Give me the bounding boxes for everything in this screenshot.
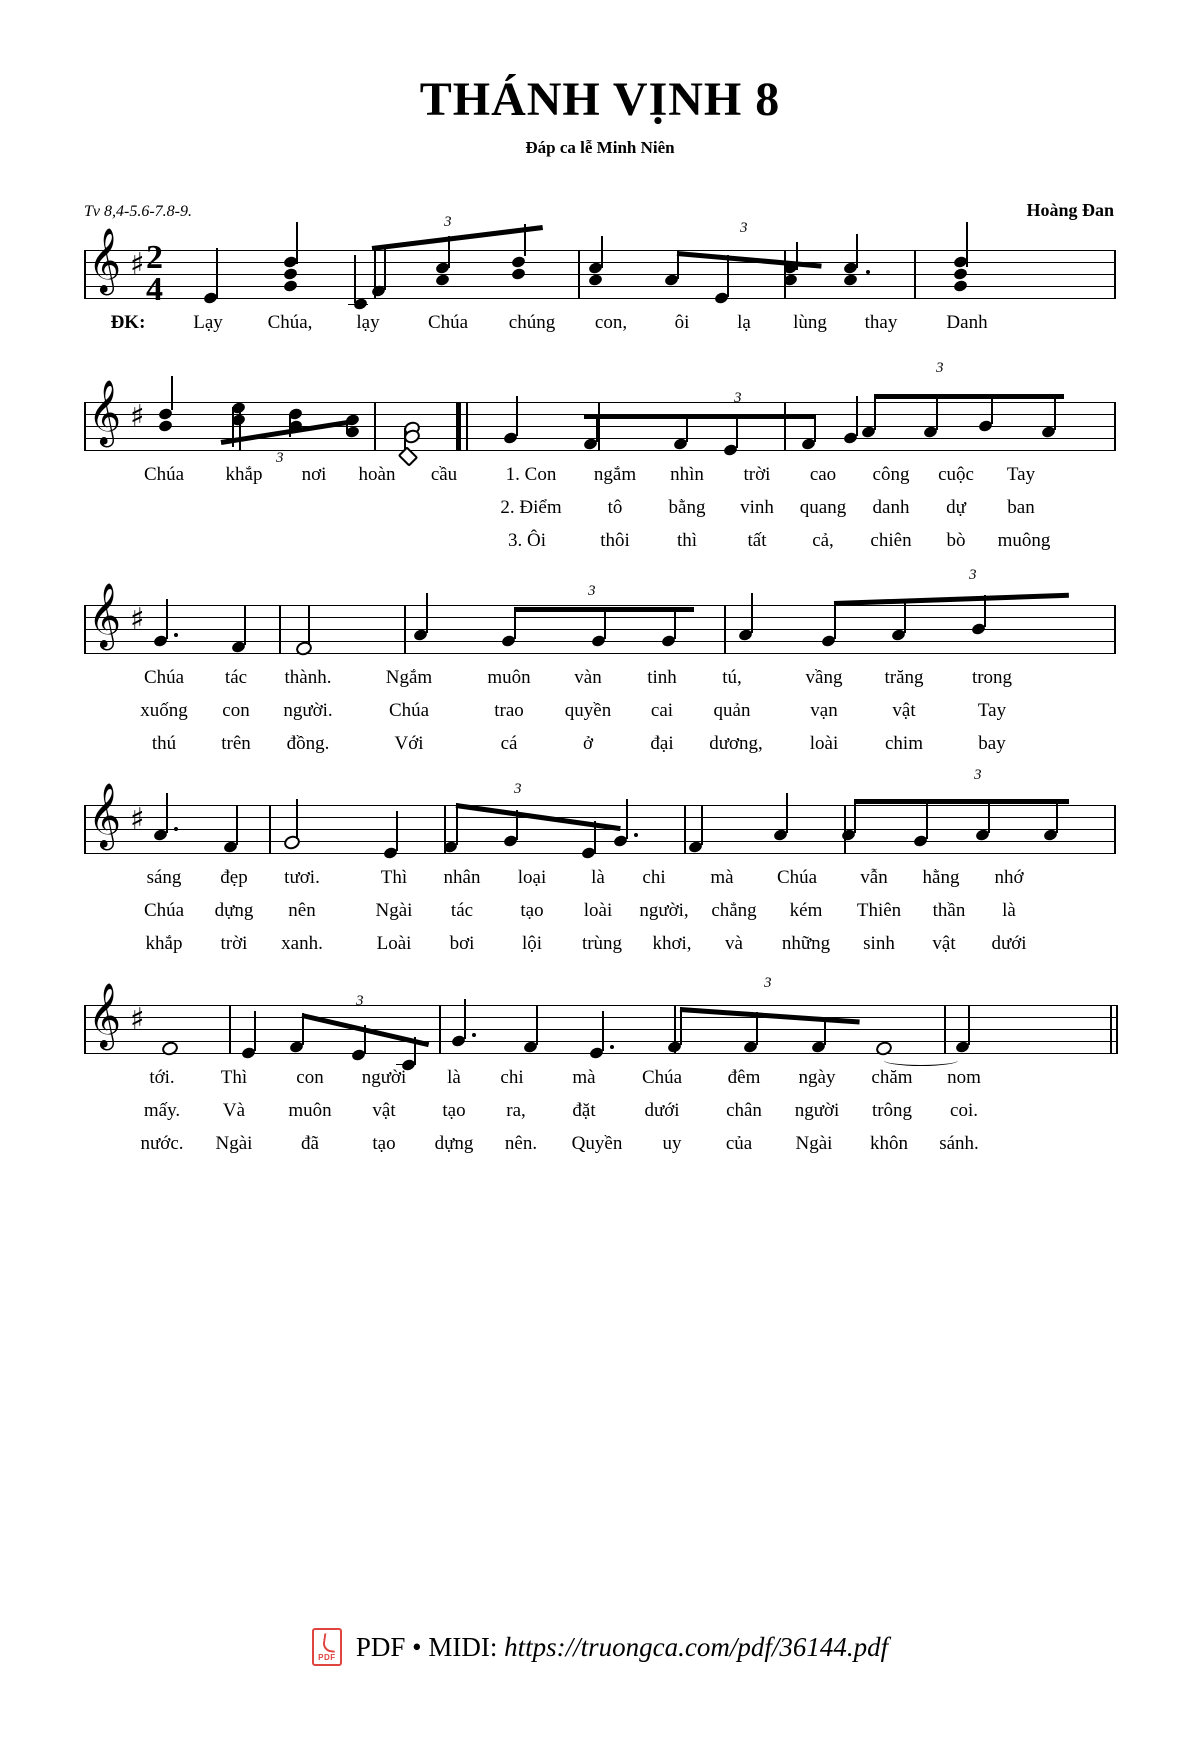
- staff-lines: [84, 805, 1116, 853]
- lyric-word: chăm: [871, 1067, 913, 1088]
- lyric-word: lạ: [737, 312, 751, 333]
- lyric-word: tạo: [520, 900, 544, 921]
- lyric-line-1: [84, 1067, 1116, 1093]
- composer-name: Hoàng Đan: [1026, 200, 1114, 220]
- footer-text: [356, 1632, 888, 1663]
- key-signature-sharp-icon: ♯: [130, 399, 145, 434]
- page-title: THÁNH VỊNH 8: [419, 73, 781, 126]
- lyric-word: uy: [662, 1133, 682, 1154]
- lyric-word: cả,: [812, 530, 834, 551]
- lyric-word: bơi: [449, 933, 475, 954]
- lyric-word: là: [447, 1067, 461, 1088]
- tuplet-number: 3: [734, 390, 742, 406]
- tuplet-number: 3: [764, 975, 772, 991]
- lyric-word: ở: [582, 733, 594, 754]
- lyric-word: nhìn: [670, 464, 704, 485]
- refrain-label: ĐK:: [110, 312, 146, 333]
- tuplet-number: 3: [969, 567, 977, 583]
- treble-clef-icon: 𝄞: [88, 228, 122, 293]
- lyric-word: trao: [494, 700, 524, 721]
- lyric-word: thì: [676, 530, 698, 551]
- lyric-line-3: [84, 733, 1116, 759]
- lyric-line-1: [84, 667, 1116, 693]
- lyric-word: tú,: [722, 667, 742, 688]
- lyric-word: cao: [809, 464, 837, 485]
- lyric-word: quang: [799, 497, 847, 518]
- lyric-word: Ngắm: [385, 667, 433, 688]
- footer: [0, 1628, 1200, 1666]
- lyric-word: và: [725, 933, 743, 954]
- lyric-word: tươi.: [284, 867, 320, 888]
- lyric-word: trên: [221, 733, 251, 754]
- tuplet-number: 3: [588, 583, 596, 599]
- lyric-line-refrain: [84, 312, 1116, 338]
- lyric-word: Danh: [946, 312, 988, 333]
- lyric-word: Thì: [220, 1067, 248, 1088]
- lyric-word: trăng: [884, 667, 924, 688]
- lyric-word: người: [361, 1067, 407, 1088]
- lyric-word: loại: [517, 867, 547, 888]
- lyric-word: chi: [642, 867, 666, 888]
- key-signature-sharp-icon: ♯: [130, 602, 145, 637]
- lyric-word: Chúa: [641, 1067, 683, 1088]
- lyric-word: khơi,: [652, 933, 692, 954]
- lyric-line-2: [84, 700, 1116, 726]
- lyric-word: Loài: [376, 933, 412, 954]
- lyric-line-3: [84, 933, 1116, 959]
- lyric-word: thú: [151, 733, 177, 754]
- lyric-word: vật: [932, 933, 956, 954]
- lyric-word: tạo: [372, 1133, 396, 1154]
- lyric-word: 1. Con: [505, 464, 557, 485]
- tuplet-number: 3: [514, 781, 522, 797]
- lyric-word: vàn: [574, 667, 602, 688]
- lyric-word: chúng: [508, 312, 556, 333]
- scripture-reference: Tv 8,4-5.6-7.8-9.: [84, 203, 192, 220]
- lyric-word: nhân: [443, 867, 481, 888]
- key-signature-sharp-icon: ♯: [130, 247, 145, 282]
- lyric-word: trời: [220, 933, 248, 954]
- lyric-word: người,: [639, 900, 689, 921]
- treble-clef-icon: 𝄞: [88, 783, 122, 848]
- lyric-word: quản: [713, 700, 751, 721]
- lyric-word: nhớ: [994, 867, 1024, 888]
- time-signature: 2 4: [146, 239, 163, 309]
- lyric-word: Lạy: [193, 312, 223, 333]
- lyric-word: chân: [726, 1100, 762, 1121]
- tuplet-number: 3: [740, 220, 748, 236]
- lyric-word: dự: [946, 497, 966, 518]
- lyric-line-2: [84, 1100, 1116, 1126]
- lyric-word: ra,: [506, 1100, 526, 1121]
- lyric-word: Thiên: [856, 900, 902, 921]
- lyric-word: lội: [521, 933, 543, 954]
- lyric-word: là: [591, 867, 605, 888]
- lyric-word: Tay: [977, 700, 1007, 721]
- lyric-word: Tay: [1006, 464, 1036, 485]
- lyric-word: mà: [710, 867, 734, 888]
- lyric-word: khắp: [145, 933, 183, 954]
- pdf-icon-label: PDF: [318, 1653, 336, 1662]
- lyric-line-3: [84, 1133, 1116, 1159]
- tuplet-number: 3: [974, 767, 982, 783]
- lyric-word: cá: [500, 733, 518, 754]
- lyric-word: thành.: [284, 667, 332, 688]
- lyric-word: Chúa: [388, 700, 430, 721]
- lyric-word: ôi: [674, 312, 690, 333]
- pdf-icon: [312, 1628, 342, 1666]
- footer-prefix: PDF • MIDI:: [355, 1631, 505, 1662]
- lyric-word: cuộc: [938, 464, 974, 485]
- lyric-word: hoàn: [358, 464, 396, 485]
- lyric-word: thay: [864, 312, 898, 333]
- tuplet-number: 3: [276, 450, 284, 466]
- lyric-word: đặt: [572, 1100, 596, 1121]
- lyric-word: Chúa: [143, 667, 185, 688]
- treble-clef-icon: 𝄞: [88, 983, 122, 1048]
- lyric-word: con: [222, 700, 250, 721]
- lyric-word: đẹp: [220, 867, 248, 888]
- lyric-word: 2. Điểm: [500, 497, 562, 518]
- lyric-word: ngắm: [593, 464, 637, 485]
- lyric-line-2: [84, 497, 1116, 523]
- treble-clef-icon: 𝄞: [88, 583, 122, 648]
- tuplet-number: 3: [936, 360, 944, 376]
- lyric-word: tinh: [647, 667, 677, 688]
- lyric-word: quyền: [564, 700, 612, 721]
- lyric-word: bò: [946, 530, 966, 551]
- lyric-word: Chúa: [143, 464, 185, 485]
- lyric-word: người: [794, 1100, 840, 1121]
- lyric-word: tô: [607, 497, 623, 518]
- lyric-word: Ngài: [215, 1133, 253, 1154]
- lyric-word: công: [872, 464, 910, 485]
- lyric-word: chiên: [870, 530, 912, 551]
- lyric-word: dựng: [214, 900, 254, 921]
- lyric-word: hằng: [922, 867, 960, 888]
- lyric-line-1: [84, 867, 1116, 893]
- lyric-word: bằng: [668, 497, 706, 518]
- lyric-word: sinh: [863, 933, 895, 954]
- lyric-word: loài: [809, 733, 839, 754]
- key-signature-sharp-icon: ♯: [130, 1002, 145, 1037]
- lyric-word: lạy: [356, 312, 380, 333]
- lyric-word: nom: [947, 1067, 981, 1088]
- lyric-word: trùng: [581, 933, 623, 954]
- lyric-word: đêm: [727, 1067, 761, 1088]
- lyric-word: tạo: [442, 1100, 466, 1121]
- lyric-line-3: [84, 530, 1116, 556]
- lyric-line-1: [84, 464, 1116, 490]
- lyric-word: Chúa: [776, 867, 818, 888]
- lyric-word: 3. Ôi: [508, 530, 546, 551]
- lyric-word: của: [725, 1133, 753, 1154]
- lyric-word: con: [296, 1067, 324, 1088]
- lyric-word: con,: [594, 312, 628, 333]
- lyric-word: nước.: [140, 1133, 184, 1154]
- lyric-word: muôn: [288, 1100, 332, 1121]
- lyric-word: tác: [450, 900, 474, 921]
- lyric-word: ngày: [798, 1067, 836, 1088]
- lyric-word: Chúa: [143, 900, 185, 921]
- key-signature-sharp-icon: ♯: [130, 802, 145, 837]
- lyric-word: Ngài: [795, 1133, 833, 1154]
- lyric-word: trời: [743, 464, 771, 485]
- lyric-word: dưới: [644, 1100, 680, 1121]
- lyric-word: mà: [572, 1067, 596, 1088]
- lyric-word: sánh.: [939, 1133, 979, 1154]
- lyric-word: Và: [222, 1100, 246, 1121]
- lyric-word: Quyền: [571, 1133, 623, 1154]
- lyric-word: tất: [747, 530, 767, 551]
- lyric-word: bay: [978, 733, 1006, 754]
- lyric-word: trong: [971, 667, 1013, 688]
- lyric-word: nên.: [504, 1133, 538, 1154]
- lyric-word: Thì: [380, 867, 408, 888]
- lyric-word: thôi: [600, 530, 630, 551]
- lyric-word: kém: [789, 900, 823, 921]
- lyric-line-2: [84, 900, 1116, 926]
- lyric-word: muông: [997, 530, 1051, 551]
- lyric-word: là: [1002, 900, 1016, 921]
- lyric-word: coi.: [950, 1100, 978, 1121]
- lyric-word: vầng: [805, 667, 843, 688]
- lyric-word: Chúa: [427, 312, 469, 333]
- lyric-word: cầu: [430, 464, 458, 485]
- lyric-word: dương,: [709, 733, 763, 754]
- lyric-word: đồng.: [286, 733, 330, 754]
- lyric-word: Ngài: [375, 900, 413, 921]
- lyric-word: nơi: [301, 464, 327, 485]
- lyric-word: nên: [288, 900, 316, 921]
- lyric-word: tác: [224, 667, 248, 688]
- lyric-word: Chúa,: [267, 312, 313, 333]
- footer-url-link[interactable]: https://truongca.com/pdf/36144.pdf: [504, 1631, 889, 1662]
- lyric-word: vinh: [740, 497, 774, 518]
- lyric-word: danh: [872, 497, 910, 518]
- lyric-word: trông: [871, 1100, 913, 1121]
- lyric-word: người.: [283, 700, 333, 721]
- tie-slur: [884, 1055, 958, 1066]
- lyric-word: dưới: [991, 933, 1027, 954]
- lyric-word: mấy.: [143, 1100, 181, 1121]
- lyric-word: chim: [885, 733, 923, 754]
- lyric-word: chi: [500, 1067, 524, 1088]
- lyric-word: xuống: [140, 700, 188, 721]
- lyric-word: loài: [583, 900, 613, 921]
- lyric-word: lùng: [793, 312, 827, 333]
- lyric-word: muôn: [487, 667, 531, 688]
- lyric-word: ban: [1007, 497, 1035, 518]
- lyric-word: cai: [650, 700, 674, 721]
- lyric-word: chẳng: [711, 900, 757, 921]
- tuplet-number: 3: [356, 993, 364, 1009]
- lyric-word: vạn: [810, 700, 838, 721]
- lyric-word: đại: [650, 733, 674, 754]
- lyric-word: đã: [301, 1133, 319, 1154]
- lyric-word: những: [781, 933, 831, 954]
- lyric-word: vẫn: [860, 867, 888, 888]
- lyric-word: thần: [932, 900, 966, 921]
- lyric-word: sáng: [146, 867, 182, 888]
- lyric-word: khắp: [225, 464, 263, 485]
- lyric-word: tới.: [149, 1067, 175, 1088]
- lyric-word: dựng: [434, 1133, 474, 1154]
- lyric-word: khôn: [870, 1133, 908, 1154]
- tuplet-number: 3: [444, 214, 452, 230]
- page-subtitle: Đáp ca lễ Minh Niên: [525, 138, 675, 157]
- lyric-word: xanh.: [281, 933, 323, 954]
- lyric-word: vật: [892, 700, 916, 721]
- treble-clef-icon: 𝄞: [88, 380, 122, 445]
- lyric-word: Với: [394, 733, 424, 754]
- lyric-word: vật: [372, 1100, 396, 1121]
